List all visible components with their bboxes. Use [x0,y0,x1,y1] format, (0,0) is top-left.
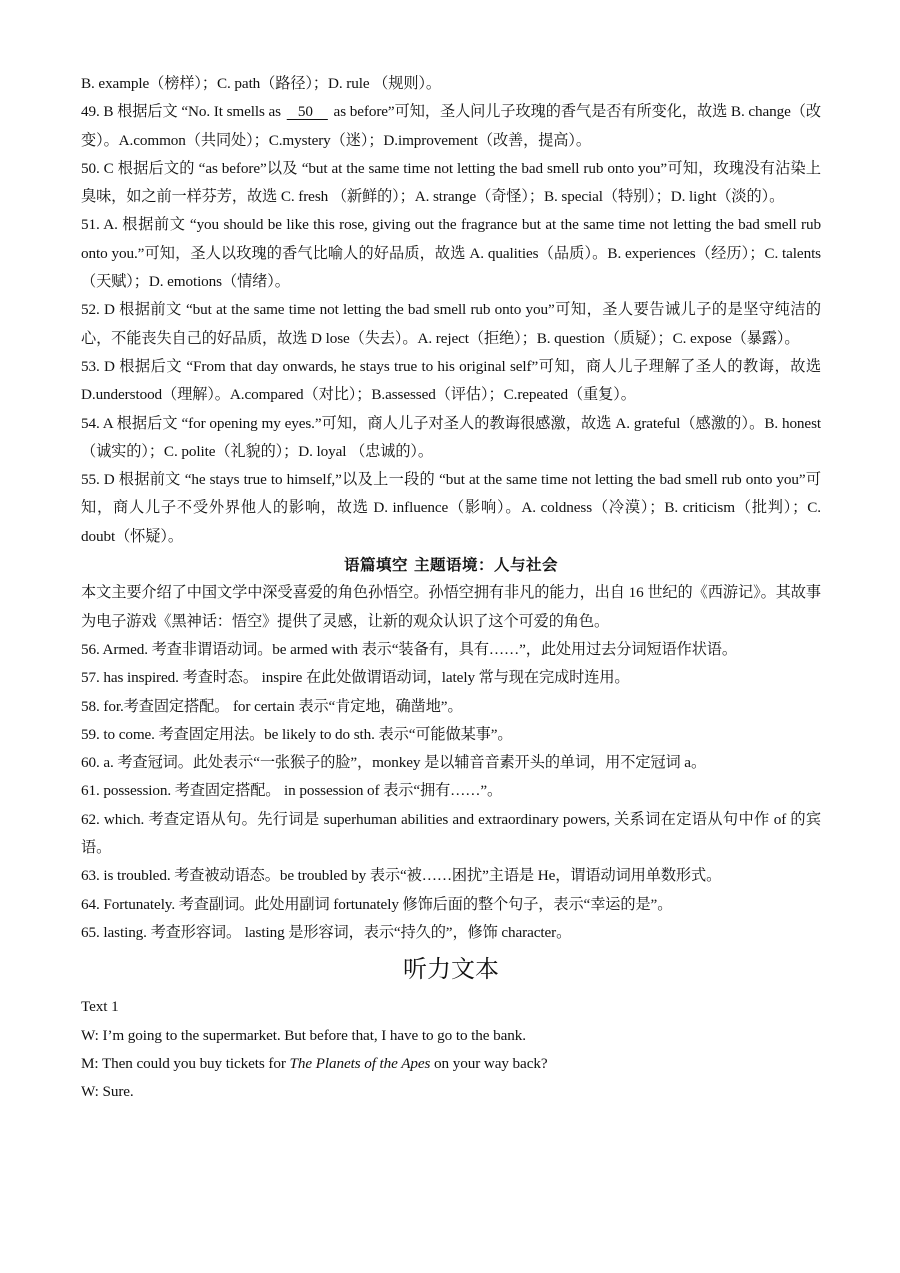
text-segment: 55. D 根据前文 “he stays true to himself,”以及上一段的 “but at the same time not letting the bad smell rub onto you”可知，商人儿子不受外界他人的影响，故选 D. influence（影响）。A. coldness（冷漠）；B. criticism（批判）；C. doubt（怀疑）。 [81,471,821,545]
answer-paragraph [81,919,821,947]
answer-paragraph [81,155,821,212]
text-segment: 62. which. 考查定语从句。先行词是 superhuman abilities and extraordinary powers, 关系词在定语从句中作 of 的宾语。 [81,810,821,857]
text-segment: 50. C 根据后文的 “as before”以及 “but at the same time not letting the bad smell rub onto you”可知，玫瑰没有沾染上臭味，如之前一样芬芳，故选 C. fresh （新鲜的）；A. strange（奇怪）；B. special（特别）；D. light（淡的）。 [81,159,821,206]
text-segment: 51. A. 根据前文 “you should be like this rose, giving out the fragrance but at the same time not letting the bad smell rub onto you.”可知，圣人以玫瑰的香气比喻人的好品质，故选 A. qualities（品质）。B. experiences（经历）；C. talents（天赋）；D. emotions（情绪）。 [81,216,821,291]
answer-paragraph [81,806,821,863]
answer-explanations-48-55 [81,70,821,551]
text-segment: as before”可知，圣人问儿子玫瑰的香气是否有所变化，故选 B. change（改变）。A.common（共同处）；C.mystery（迷）；D.improvement（改善，提高）。 [81,103,822,149]
section-title-cloze: 语篇填空 主题语境：人与社会 [344,556,558,575]
text-segment: 61. possession. 考查固定搭配。 in possession of 表示“拥有……”。 [81,782,503,800]
italic-title: The Planets of the Apes [289,1054,431,1072]
answer-paragraph [81,693,821,721]
text-segment: M: Then could you buy tickets for [81,1054,290,1072]
listening-transcript [81,993,821,1106]
transcript-line [81,1078,821,1106]
transcript-line [81,1050,821,1078]
text-segment: 64. Fortunately. 考查副词。此处用副词 fortunately 修饰后面的整个句子，表示“幸运的是”。 [81,895,673,913]
text-segment: 本文主要介绍了中国文学中深受喜爱的角色孙悟空。孙悟空拥有非凡的能力，出自 16 世纪的《西游记》。其故事为电子游戏《黑神话：悟空》提供了灵感，让新的观众认识了这个可爱的角色。 [81,584,821,630]
transcript-line [81,1022,821,1050]
text-segment: 54. A 根据后文 “for opening my eyes.”可知，商人儿子对圣人的教诲很感激，故选 A. grateful（感激的）。B. honest（诚实的）；C. polite（礼貌的）；D. loyal （忠诚的）。 [81,414,821,460]
answer-paragraph [81,579,821,636]
answer-paragraph [81,296,821,353]
answer-paragraph [81,211,821,296]
text-segment: 59. to come. 考查固定用法。be likely to do sth. 表示“可能做某事”。 [81,725,513,743]
answer-paragraph [81,70,821,98]
answer-paragraph [81,777,821,805]
answer-paragraph [81,98,821,155]
text-segment: 63. is troubled. 考查被动语态。be troubled by 表示“被……困扰”主语是 He，谓语动词用单数形式。 [81,867,722,885]
text-segment: W: Sure. [81,1083,134,1101]
text-segment: 52. D 根据前文 “but at the same time not letting the bad smell rub onto you”可知，圣人要告诫儿子的是坚守纯洁的心，不能丧失自己的好品质，故选 D lose（失去）。A. reject（拒绝）；B. question（质疑）；C. expose（暴露）。 [81,301,821,347]
text-segment: W: I’m going to the supermarket. But before that, I have to go to the bank. [81,1026,526,1044]
answer-explanations-56-65 [81,579,821,947]
text-segment: 65. lasting. 考查形容词。 lasting 是形容词，表示“持久的”，修饰 character。 [81,923,572,941]
answer-paragraph [81,721,821,749]
text-segment: 57. has inspired. 考查时态。 inspire 在此处做谓语动词，lately 常与现在完成时连用。 [81,669,630,687]
text-segment: 58. for.考查固定搭配。 for certain 表示“肯定地，确凿地”。 [81,697,463,715]
text-segment: 56. Armed. 考查非谓语动词。be armed with 表示“装备有，具有……”，此处用过去分词短语作状语。 [81,640,737,658]
document-page [81,70,821,1106]
text-segment: Text 1 [81,998,119,1016]
text-segment: 49. B 根据后文 “No. It smells as [81,103,285,121]
text-segment: B. example（榜样）；C. path（路径）；D. rule （规则）。 [81,75,442,92]
answer-paragraph [81,749,821,777]
listening-title: 听力文本 [403,955,499,984]
answer-paragraph [81,664,821,692]
answer-paragraph [81,891,821,919]
text-segment: 60. a. 考查冠词。此处表示“一张猴子的脸”，monkey 是以辅音音素开头的单词，用不定冠词 a。 [81,754,707,772]
text-segment: on your way back? [430,1054,548,1072]
text-segment: 53. D 根据后文 “From that day onwards, he stays true to his original self”可知，商人儿子理解了圣人的教诲，故选 D.understood（理解）。A.compared（对比）；B.assessed（评估）；C.repeated（重复）。 [81,357,821,404]
answer-paragraph [81,353,821,410]
blank-number: 50 [286,103,328,121]
answer-paragraph [81,862,821,890]
answer-paragraph [81,466,821,551]
answer-paragraph [81,636,821,664]
answer-paragraph [81,410,821,467]
transcript-line [81,993,821,1021]
